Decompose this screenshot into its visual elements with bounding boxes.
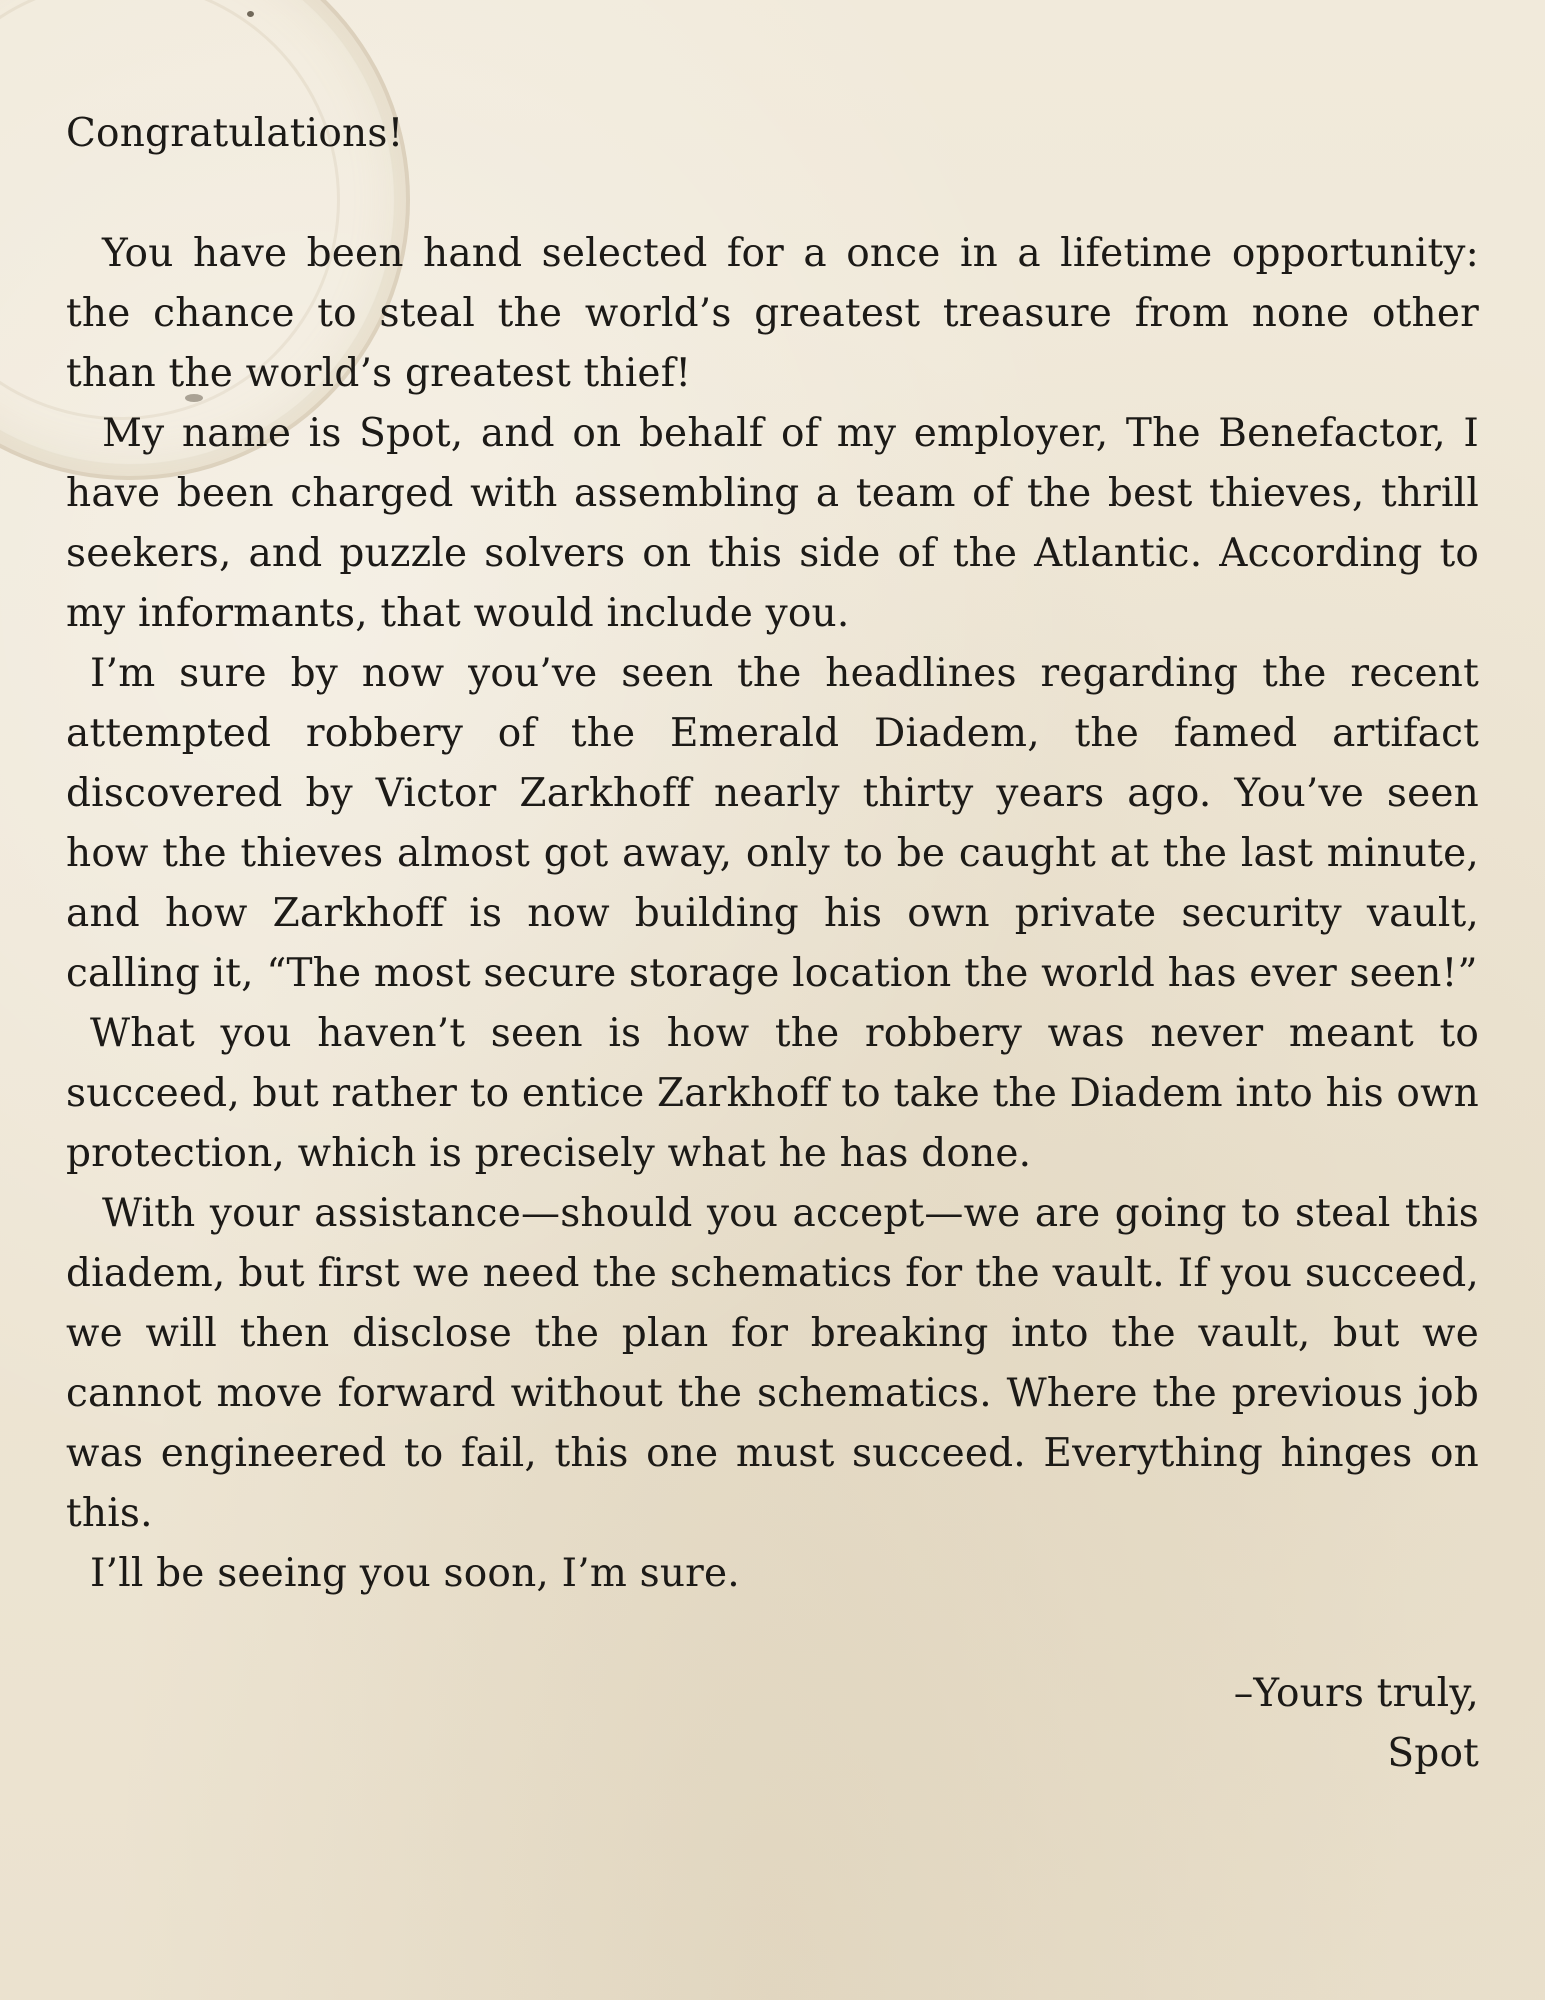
- letter-greeting: Congratulations!: [66, 111, 404, 156]
- letter-paragraph: I’m sure by now you’ve seen the headlines regarding the recent attempted robbery of the Emerald Diadem, the famed artifact discovered by Victor Zarkhoff nearly thirty years ago. You’ve seen how the thieves almost got away, only to be caught at the last minute, and how Zarkhoff is now building his own private security vault, calling it, “The most secure storage location the world has ever seen!”: [66, 651, 1479, 996]
- letter-paragraph: My name is Spot, and on behalf of my employer, The Benefactor, I have been charged with assembling a team of the best thieves, thrill seekers, and puzzle solvers on this side of the Atlantic. According to my informants, that would include you.: [66, 411, 1479, 636]
- letter-closing: [66, 1664, 1479, 1784]
- ink-speck: [247, 11, 254, 17]
- letter-paragraph: I’ll be seeing you soon, I’m sure.: [90, 1551, 740, 1596]
- letter-paragraph: What you haven’t seen is how the robbery was never meant to succeed, but rather to entice Zarkhoff to take the Diadem into his own protection, which is precisely what he has done.: [66, 1011, 1479, 1176]
- letter-paragraph: With your assistance—should you accept—we are going to steal this diadem, but first we need the schematics for the vault. If you succeed, we will then disclose the plan for breaking into the vault, but we cannot move forward without the schematics. Where the previous job was engineered to fail, this one must succeed. Everything hinges on this.: [66, 1191, 1479, 1536]
- letter-body: [66, 104, 1479, 1784]
- closing-phrase: –Yours truly,: [1233, 1671, 1479, 1716]
- signature: Spot: [1387, 1731, 1479, 1776]
- letter-paragraph: You have been hand selected for a once in a lifetime opportunity: the chance to steal the world’s greatest treasure from none other than the world’s greatest thief!: [66, 231, 1479, 396]
